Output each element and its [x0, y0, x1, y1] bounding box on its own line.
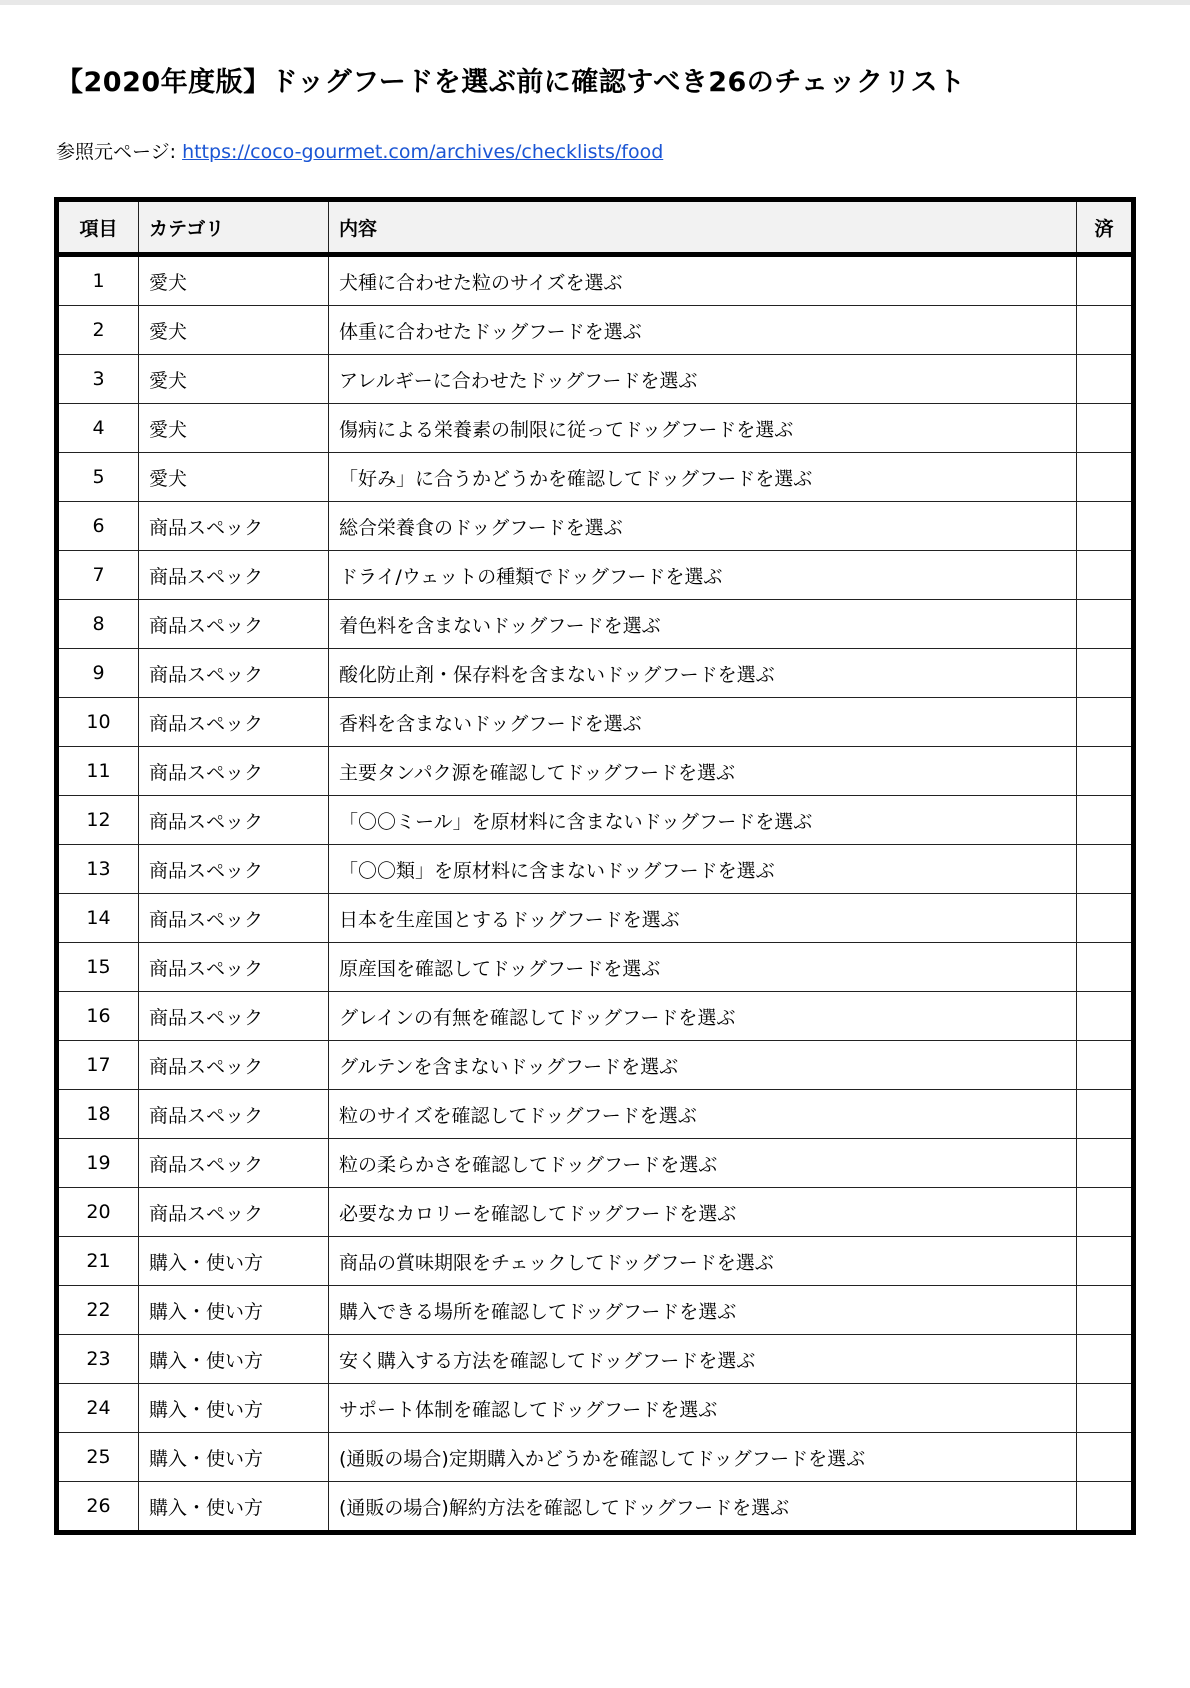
row-content: 粒の柔らかさを確認してドッグフードを選ぶ: [329, 1139, 1077, 1188]
reference-line: [56, 137, 663, 164]
row-number: 20: [57, 1188, 139, 1237]
table-row: [57, 943, 1134, 992]
row-number: 25: [57, 1433, 139, 1482]
row-category: 商品スペック: [139, 600, 329, 649]
done-checkbox-cell[interactable]: [1077, 649, 1134, 698]
table-row: [57, 698, 1134, 747]
done-checkbox-cell[interactable]: [1077, 551, 1134, 600]
done-checkbox-cell[interactable]: [1077, 600, 1134, 649]
row-category: 商品スペック: [139, 1139, 329, 1188]
row-number: 3: [57, 355, 139, 404]
row-category: 商品スペック: [139, 992, 329, 1041]
table-row: [57, 747, 1134, 796]
row-content: (通販の場合)解約方法を確認してドッグフードを選ぶ: [329, 1482, 1077, 1533]
row-category: 愛犬: [139, 306, 329, 355]
row-content: サポート体制を確認してドッグフードを選ぶ: [329, 1384, 1077, 1433]
row-category: 商品スペック: [139, 943, 329, 992]
table-header-row: [57, 200, 1134, 255]
row-number: 2: [57, 306, 139, 355]
row-category: 愛犬: [139, 355, 329, 404]
table-row: [57, 1188, 1134, 1237]
table-row: [57, 649, 1134, 698]
row-content: 「〇〇類」を原材料に含まないドッグフードを選ぶ: [329, 845, 1077, 894]
done-checkbox-cell[interactable]: [1077, 1237, 1134, 1286]
row-number: 1: [57, 255, 139, 306]
table-row: [57, 453, 1134, 502]
row-category: 購入・使い方: [139, 1237, 329, 1286]
table-row: [57, 845, 1134, 894]
row-content: 「〇〇ミール」を原材料に含まないドッグフードを選ぶ: [329, 796, 1077, 845]
row-category: 愛犬: [139, 404, 329, 453]
row-category: 愛犬: [139, 255, 329, 306]
top-bar: [0, 0, 1190, 5]
done-checkbox-cell[interactable]: [1077, 747, 1134, 796]
table-row: [57, 1286, 1134, 1335]
row-category: 購入・使い方: [139, 1482, 329, 1533]
done-checkbox-cell[interactable]: [1077, 992, 1134, 1041]
table-row: [57, 551, 1134, 600]
table-row: [57, 894, 1134, 943]
table-row: [57, 1335, 1134, 1384]
row-content: グレインの有無を確認してドッグフードを選ぶ: [329, 992, 1077, 1041]
row-number: 19: [57, 1139, 139, 1188]
header-item: 項目: [57, 200, 139, 255]
done-checkbox-cell[interactable]: [1077, 1188, 1134, 1237]
done-checkbox-cell[interactable]: [1077, 453, 1134, 502]
row-category: 商品スペック: [139, 1041, 329, 1090]
table-row: [57, 1139, 1134, 1188]
row-content: 「好み」に合うかどうかを確認してドッグフードを選ぶ: [329, 453, 1077, 502]
table-row: [57, 1237, 1134, 1286]
row-number: 21: [57, 1237, 139, 1286]
row-content: ドライ/ウェットの種類でドッグフードを選ぶ: [329, 551, 1077, 600]
row-category: 商品スペック: [139, 845, 329, 894]
table-row: [57, 1433, 1134, 1482]
row-number: 6: [57, 502, 139, 551]
row-number: 8: [57, 600, 139, 649]
row-number: 17: [57, 1041, 139, 1090]
row-category: 商品スペック: [139, 796, 329, 845]
table-row: [57, 502, 1134, 551]
reference-link[interactable]: https://coco-gourmet.com/archives/checklists/food: [182, 141, 664, 163]
done-checkbox-cell[interactable]: [1077, 306, 1134, 355]
row-number: 13: [57, 845, 139, 894]
row-category: 商品スペック: [139, 1188, 329, 1237]
done-checkbox-cell[interactable]: [1077, 845, 1134, 894]
row-category: 商品スペック: [139, 698, 329, 747]
row-category: 商品スペック: [139, 502, 329, 551]
row-content: 粒のサイズを確認してドッグフードを選ぶ: [329, 1090, 1077, 1139]
done-checkbox-cell[interactable]: [1077, 1090, 1134, 1139]
row-content: 香料を含まないドッグフードを選ぶ: [329, 698, 1077, 747]
row-number: 18: [57, 1090, 139, 1139]
row-number: 16: [57, 992, 139, 1041]
row-content: (通販の場合)定期購入かどうかを確認してドッグフードを選ぶ: [329, 1433, 1077, 1482]
row-number: 12: [57, 796, 139, 845]
done-checkbox-cell[interactable]: [1077, 943, 1134, 992]
row-number: 26: [57, 1482, 139, 1533]
row-category: 商品スペック: [139, 551, 329, 600]
done-checkbox-cell[interactable]: [1077, 404, 1134, 453]
row-category: 商品スペック: [139, 894, 329, 943]
header-category: カテゴリ: [139, 200, 329, 255]
table-row: [57, 992, 1134, 1041]
table-row: [57, 1384, 1134, 1433]
row-content: 犬種に合わせた粒のサイズを選ぶ: [329, 255, 1077, 306]
table-row: [57, 600, 1134, 649]
row-number: 4: [57, 404, 139, 453]
row-number: 15: [57, 943, 139, 992]
row-content: 日本を生産国とするドッグフードを選ぶ: [329, 894, 1077, 943]
row-number: 5: [57, 453, 139, 502]
done-checkbox-cell[interactable]: [1077, 1286, 1134, 1335]
table-row: [57, 306, 1134, 355]
row-content: 総合栄養食のドッグフードを選ぶ: [329, 502, 1077, 551]
row-category: 購入・使い方: [139, 1433, 329, 1482]
row-content: 傷病による栄養素の制限に従ってドッグフードを選ぶ: [329, 404, 1077, 453]
row-category: 購入・使い方: [139, 1384, 329, 1433]
row-content: 主要タンパク源を確認してドッグフードを選ぶ: [329, 747, 1077, 796]
table-row: [57, 796, 1134, 845]
checklist-table: [54, 197, 1136, 1535]
done-checkbox-cell[interactable]: [1077, 355, 1134, 404]
done-checkbox-cell[interactable]: [1077, 1139, 1134, 1188]
table-row: [57, 1041, 1134, 1090]
row-number: 14: [57, 894, 139, 943]
row-number: 11: [57, 747, 139, 796]
row-content: 必要なカロリーを確認してドッグフードを選ぶ: [329, 1188, 1077, 1237]
done-checkbox-cell[interactable]: [1077, 1433, 1134, 1482]
row-content: 着色料を含まないドッグフードを選ぶ: [329, 600, 1077, 649]
row-content: 商品の賞味期限をチェックしてドッグフードを選ぶ: [329, 1237, 1077, 1286]
row-number: 23: [57, 1335, 139, 1384]
table-row: [57, 355, 1134, 404]
done-checkbox-cell[interactable]: [1077, 796, 1134, 845]
row-number: 7: [57, 551, 139, 600]
row-content: グルテンを含まないドッグフードを選ぶ: [329, 1041, 1077, 1090]
done-checkbox-cell[interactable]: [1077, 1384, 1134, 1433]
done-checkbox-cell[interactable]: [1077, 894, 1134, 943]
row-content: 購入できる場所を確認してドッグフードを選ぶ: [329, 1286, 1077, 1335]
done-checkbox-cell[interactable]: [1077, 698, 1134, 747]
row-category: 商品スペック: [139, 747, 329, 796]
header-content: 内容: [329, 200, 1077, 255]
header-done: 済: [1077, 200, 1134, 255]
row-content: 原産国を確認してドッグフードを選ぶ: [329, 943, 1077, 992]
row-category: 商品スペック: [139, 649, 329, 698]
table-row: [57, 255, 1134, 306]
row-number: 9: [57, 649, 139, 698]
row-content: アレルギーに合わせたドッグフードを選ぶ: [329, 355, 1077, 404]
row-number: 24: [57, 1384, 139, 1433]
row-content: 酸化防止剤・保存料を含まないドッグフードを選ぶ: [329, 649, 1077, 698]
page-title: 【2020年度版】ドッグフードを選ぶ前に確認すべき26のチェックリスト: [56, 67, 966, 98]
done-checkbox-cell[interactable]: [1077, 502, 1134, 551]
table-row: [57, 404, 1134, 453]
row-number: 10: [57, 698, 139, 747]
done-checkbox-cell[interactable]: [1077, 1041, 1134, 1090]
table-row: [57, 1090, 1134, 1139]
table-row: [57, 1482, 1134, 1533]
row-category: 購入・使い方: [139, 1335, 329, 1384]
row-number: 22: [57, 1286, 139, 1335]
done-checkbox-cell[interactable]: [1077, 255, 1134, 306]
reference-label: 参照元ページ:: [56, 141, 183, 163]
row-category: 商品スペック: [139, 1090, 329, 1139]
row-category: 愛犬: [139, 453, 329, 502]
done-checkbox-cell[interactable]: [1077, 1482, 1134, 1533]
done-checkbox-cell[interactable]: [1077, 1335, 1134, 1384]
row-category: 購入・使い方: [139, 1286, 329, 1335]
row-content: 体重に合わせたドッグフードを選ぶ: [329, 306, 1077, 355]
row-content: 安く購入する方法を確認してドッグフードを選ぶ: [329, 1335, 1077, 1384]
